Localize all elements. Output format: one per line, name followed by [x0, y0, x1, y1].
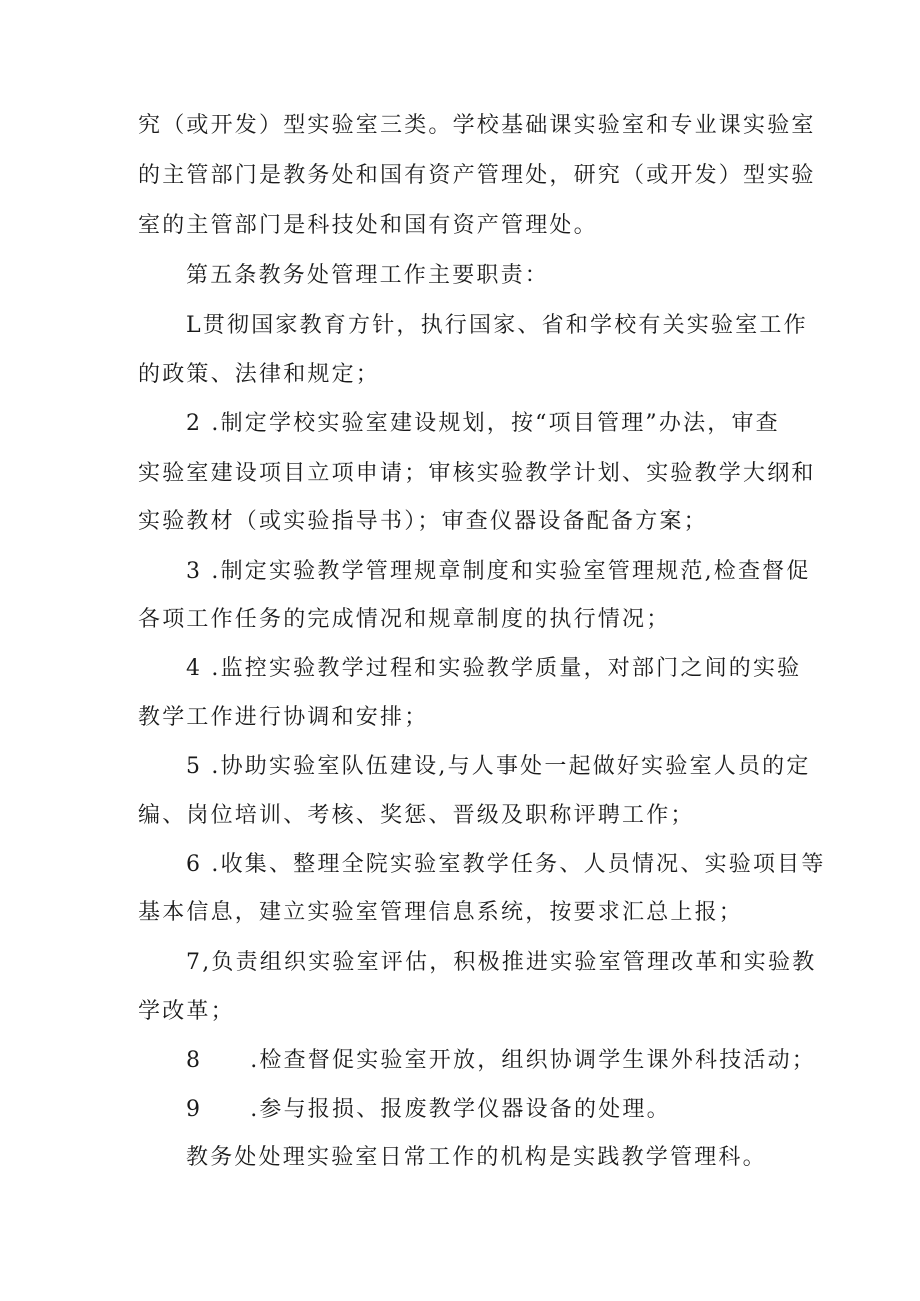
list-item-6-line: 6 .收集、整理全院实验室教学任务、人员情况、实验项目等: [186, 852, 826, 877]
list-item-9-line: [186, 1095, 671, 1125]
article-heading: 第五条教务处管理工作主要职责：: [186, 263, 550, 288]
list-item-1-line: L贯彻国家教育方针，执行国家、省和学校有关实验室工作: [186, 313, 808, 338]
list-item-number: 8: [186, 1048, 203, 1073]
list-item-7-line: 7,负责组织实验室评估，积极推进实验室管理改革和实验教: [186, 950, 817, 975]
list-item-number: 9: [186, 1097, 203, 1122]
list-item-1-line: 的政策、法律和规定；: [138, 362, 381, 387]
text-line: 的主管部门是教务处和国有资产管理处，研究（或开发）型实验: [138, 163, 816, 188]
list-item-3-line: 3 .制定实验教学管理规章制度和实验室管理规范,检查督促: [186, 559, 811, 584]
text-line: 究（或开发）型实验室三类。学校基础课实验室和专业课实验室: [138, 113, 816, 138]
list-item-7-line: 学改革；: [138, 999, 235, 1024]
list-item-4-line: 教学工作进行协调和安排；: [138, 705, 429, 730]
list-item-4-line: 4 .监控实验教学过程和实验教学质量，对部门之间的实验: [186, 656, 802, 681]
list-item-2-line: 2 .制定学校实验室建设规划，按“项目管理”办法，审查: [186, 411, 780, 436]
list-item-5-line: 编、岗位培训、考核、奖惩、晋级及职称评聘工作；: [138, 803, 695, 828]
list-item-text: .参与报损、报废教学仪器设备的处理。: [250, 1097, 671, 1122]
text-line: 室的主管部门是科技处和国有资产管理处。: [138, 213, 598, 238]
closing-line: 教务处处理实验室日常工作的机构是实践教学管理科。: [186, 1145, 767, 1170]
list-item-8-line: [186, 1046, 816, 1076]
list-item-2-line: 实验室建设项目立项申请；审核实验教学计划、实验教学大纲和: [138, 461, 816, 486]
list-item-5-line: 5 .协助实验室队伍建设,与人事处一起做好实验室人员的定: [186, 754, 811, 779]
list-item-text: .检查督促实验室开放，组织协调学生课外科技活动；: [250, 1048, 816, 1073]
list-item-6-line: 基本信息，建立实验室管理信息系统，按要求汇总上报；: [138, 900, 744, 925]
list-item-2-line: 实验教材（或实验指导书）；审查仪器设备配备方案；: [138, 509, 708, 534]
list-item-3-line: 各项工作任务的完成情况和规章制度的执行情况；: [138, 607, 671, 632]
